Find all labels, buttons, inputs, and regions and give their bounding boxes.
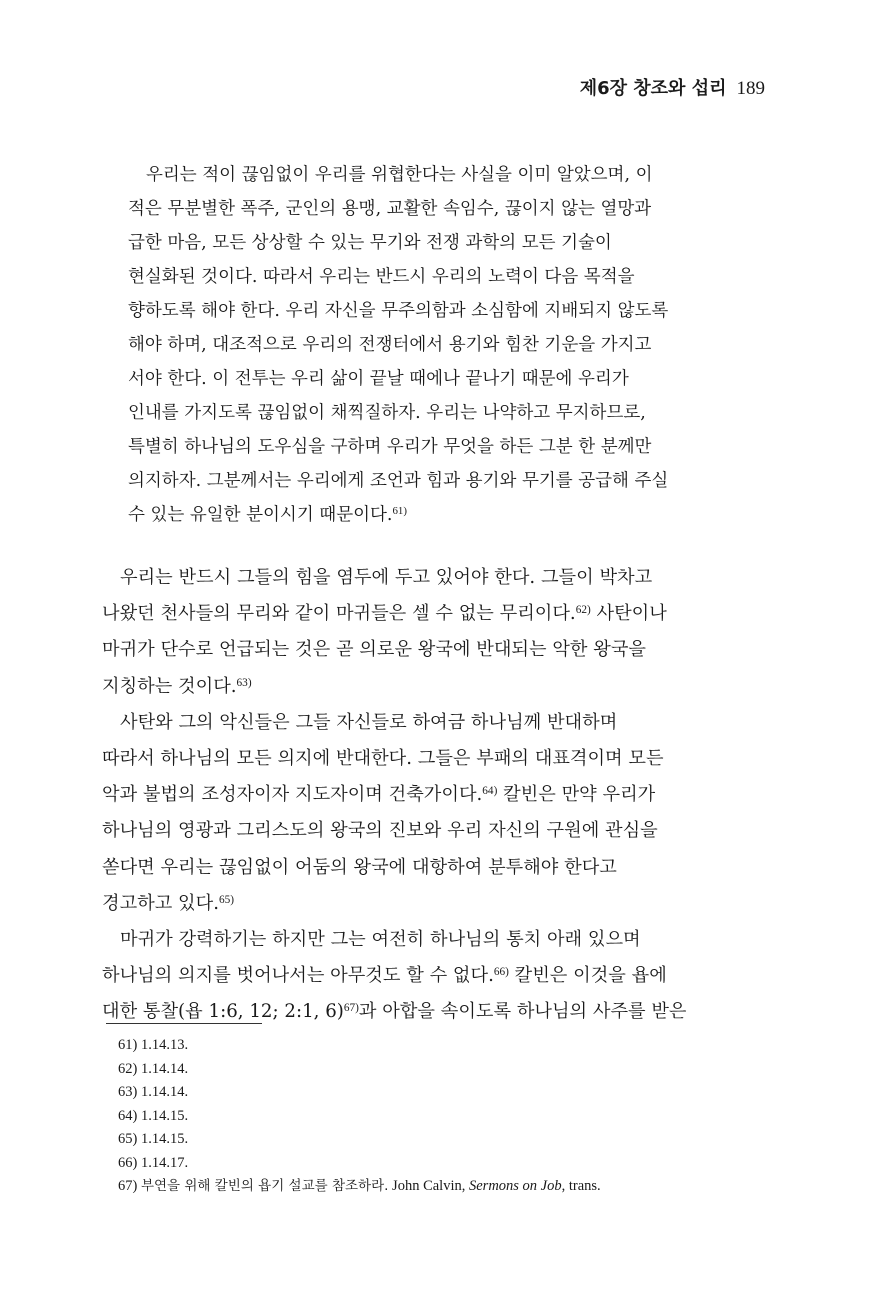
body-line: 마귀가 단수로 언급되는 것은 곧 의로운 왕국에 반대되는 악한 왕국을 xyxy=(102,639,646,661)
body-line: 악과 불법의 조성자이자 지도자이며 건축가이다.$^{64)}$ 칼빈은 만약 우리가 xyxy=(102,784,656,806)
body-text xyxy=(102,560,762,1030)
footnote: 65) 1.14.15. xyxy=(118,1131,189,1147)
footnote-ref: 63) xyxy=(236,676,252,689)
body-line: 하나님의 의지를 벗어나서는 아무것도 할 수 없다.$^{66)}$ 칼빈은 이것을 욥에 xyxy=(102,965,667,987)
quote-line: 해야 하며, 대조적으로 우리의 전쟁터에서 용기와 힘찬 기운을 가지고 xyxy=(128,335,652,355)
footnotes xyxy=(118,1034,778,1199)
quote-line: 현실화된 것이다. 따라서 우리는 반드시 우리의 노력이 다음 목적을 xyxy=(128,267,635,287)
page-number: 189 xyxy=(736,78,765,99)
body-line: 우리는 반드시 그들의 힘을 염두에 두고 있어야 한다. 그들이 박차고 xyxy=(120,567,653,588)
body-line: 나왔던 천사들의 무리와 같이 마귀들은 셀 수 없는 무리이다.$^{62)}$ 사탄이나 xyxy=(102,603,667,625)
quote-line: 우리는 적이 끊임없이 우리를 위협한다는 사실을 이미 알았으며, 이 xyxy=(146,165,653,185)
footnote-divider xyxy=(106,1023,262,1024)
body-line: 대한 통찰(욥 1:6, 12; 2:1, 6)$^{67)}$과 아합을 속이도록 하나님의 사주를 받은 xyxy=(102,1001,687,1023)
footnote: 61) 1.14.13. xyxy=(118,1037,189,1053)
quote-line: 급한 마음, 모든 상상할 수 있는 무기와 전쟁 과학의 모든 기술이 xyxy=(128,233,612,253)
footnote-ref: 65) xyxy=(218,893,235,906)
footnote: 62) 1.14.14. xyxy=(118,1060,189,1077)
body-line: 사탄와 그의 악신들은 그들 자신들로 하여금 하나님께 반대하며 xyxy=(120,711,618,733)
quote-line: 적은 무분별한 폭주, 군인의 용맹, 교활한 속임수, 끊이지 않는 열망과 xyxy=(128,199,652,219)
footnote-ref: 61) xyxy=(392,505,407,518)
footnote: 63) 1.14.14. xyxy=(118,1084,189,1100)
body-line: 따라서 하나님의 모든 의지에 반대한다. 그들은 부패의 대표격이며 모든 xyxy=(102,747,664,769)
quote-line: 특별히 하나님의 도우심을 구하며 우리가 무엇을 하든 그분 한 분께만 xyxy=(128,437,652,457)
footnote: 64) 1.14.15. xyxy=(118,1107,189,1124)
footnote-ref: 64) xyxy=(482,784,498,797)
quote-line: 수 있는 유일한 분이시기 때문이다.$^{61)}$ xyxy=(128,505,407,525)
quote-line: 향하도록 해야 한다. 우리 자신을 무주의함과 소심함에 지배되지 않도록 xyxy=(128,301,669,321)
quote-line: 서야 한다. 이 전투는 우리 삶이 끝날 때에나 끝나기 때문에 우리가 xyxy=(128,369,629,389)
body-line: 경고하고 있다.$^{65)}$ xyxy=(102,892,235,914)
quote-line: 인내를 가지도록 끊임없이 채찍질하자. 우리는 나약하고 무지하므로, xyxy=(128,403,646,423)
quote-line: 의지하자. 그분께서는 우리에게 조언과 힘과 용기와 무기를 공급해 주실 xyxy=(128,471,669,491)
footnote: 67) 부연을 위해 칼빈의 욥기 설교를 참조하라. John Calvin, Sermons on Job, trans. xyxy=(118,1178,601,1194)
body-line: 지칭하는 것이다.$^{63)}$ xyxy=(102,675,252,697)
footnote: 66) 1.14.17. xyxy=(118,1154,189,1171)
block-quote xyxy=(128,158,748,532)
body-line: 마귀가 강력하기는 하지만 그는 여전히 하나님의 통치 아래 있으며 xyxy=(120,928,641,950)
footnote-ref: 62) xyxy=(575,603,591,616)
body-line: 쏟다면 우리는 끊임없이 어둠의 왕국에 대항하여 분투해야 한다고 xyxy=(102,856,617,878)
body-line: 하나님의 영광과 그리스도의 왕국의 진보와 우리 자신의 구원에 관심을 xyxy=(102,820,658,842)
footnote-ref: 66) xyxy=(493,965,509,978)
chapter-title: 제6장 창조와 섭리 xyxy=(579,78,727,99)
footnote-ref: 67) xyxy=(343,1002,359,1015)
running-header xyxy=(580,74,765,100)
